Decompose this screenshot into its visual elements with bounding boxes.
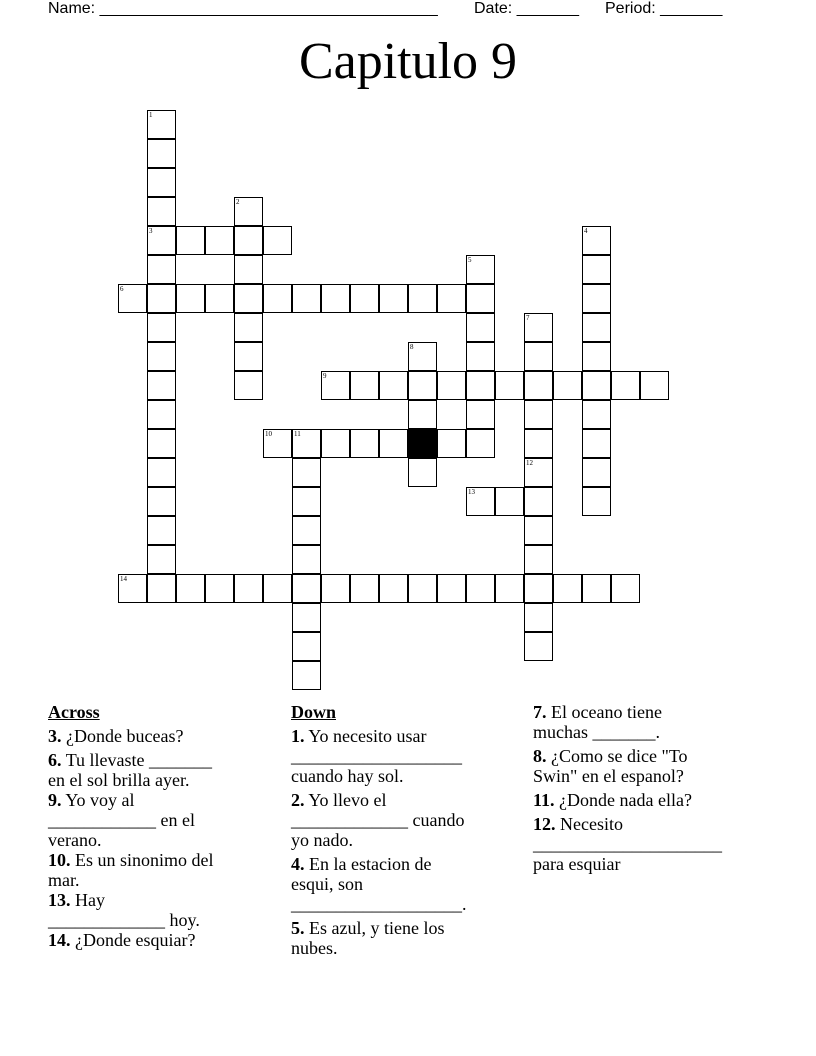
- clue-line: [48, 910, 278, 930]
- clue-item: [291, 790, 521, 850]
- crossword-cell[interactable]: [437, 429, 466, 458]
- crossword-cell[interactable]: [292, 603, 321, 632]
- crossword-cell[interactable]: [379, 574, 408, 603]
- clue-number: 12: [526, 459, 533, 467]
- down-clue-list: [291, 726, 521, 958]
- crossword-cell[interactable]: [147, 400, 176, 429]
- clue-line: [533, 790, 783, 810]
- clue-number-label: 10.: [48, 850, 71, 870]
- clue-item: [291, 726, 521, 786]
- clue-text: En la estacion de: [309, 854, 432, 874]
- crossword-cell[interactable]: [437, 574, 466, 603]
- clue-text: ¿Como se dice "To: [551, 746, 688, 766]
- clue-text: _____________ cuando: [291, 810, 465, 830]
- crossword-cell[interactable]: [524, 371, 553, 400]
- clue-text: Tu llevaste _______: [65, 750, 213, 770]
- crossword-cell[interactable]: [147, 255, 176, 284]
- clue-number-label: 7.: [533, 702, 547, 722]
- clue-text: mar.: [48, 870, 80, 890]
- crossword-cell[interactable]: [350, 284, 379, 313]
- crossword-cell[interactable]: [147, 574, 176, 603]
- crossword-cell[interactable]: [321, 574, 350, 603]
- clue-line: [48, 930, 278, 950]
- clue-line: [291, 766, 521, 786]
- clue-number-label: 13.: [48, 890, 71, 910]
- crossword-cell[interactable]: [147, 516, 176, 545]
- crossword-cell[interactable]: [437, 371, 466, 400]
- clue-number: 14: [120, 575, 127, 583]
- crossword-cell[interactable]: [524, 429, 553, 458]
- crossword-cell[interactable]: [379, 429, 408, 458]
- clue-number-label: 9.: [48, 790, 62, 810]
- clue-line: [48, 750, 278, 770]
- crossword-cell[interactable]: [147, 110, 176, 139]
- clue-line: [291, 854, 521, 874]
- clue-item: [533, 790, 783, 810]
- crossword-cell[interactable]: [466, 284, 495, 313]
- clue-line: [48, 870, 278, 890]
- crossword-cell[interactable]: [147, 168, 176, 197]
- clue-line: [291, 810, 521, 830]
- clue-number: 13: [468, 488, 475, 496]
- crossword-cell[interactable]: [205, 284, 234, 313]
- crossword-cell[interactable]: [408, 284, 437, 313]
- crossword-cell[interactable]: [147, 458, 176, 487]
- crossword-cell[interactable]: [234, 313, 263, 342]
- crossword-cell[interactable]: [147, 139, 176, 168]
- clue-text: nubes.: [291, 938, 338, 958]
- clue-line: [48, 726, 278, 746]
- clues-column-down: [291, 702, 521, 962]
- clue-number: 5: [468, 256, 472, 264]
- crossword-cell[interactable]: [524, 458, 553, 487]
- clue-line: [48, 790, 278, 810]
- clue-line: [291, 726, 521, 746]
- clue-line: [48, 810, 278, 830]
- crossword-cell[interactable]: [524, 574, 553, 603]
- crossword-cell[interactable]: [147, 487, 176, 516]
- crossword-cell[interactable]: [263, 574, 292, 603]
- crossword-cell[interactable]: [350, 429, 379, 458]
- crossword-cell[interactable]: [466, 255, 495, 284]
- clue-number-label: 12.: [533, 814, 556, 834]
- crossword-cell[interactable]: [379, 371, 408, 400]
- crossword-cell[interactable]: [292, 429, 321, 458]
- clues-column-across: [48, 702, 278, 954]
- clue-text: El oceano tiene: [551, 702, 662, 722]
- crossword-cell[interactable]: [292, 632, 321, 661]
- crossword-cell[interactable]: [292, 458, 321, 487]
- crossword-cell[interactable]: [292, 487, 321, 516]
- clue-number: 2: [236, 198, 240, 206]
- clue-item: [48, 750, 278, 790]
- crossword-cell[interactable]: [640, 371, 669, 400]
- clue-line: [291, 938, 521, 958]
- clue-text: Yo necesito usar: [308, 726, 427, 746]
- crossword-cell[interactable]: [408, 342, 437, 371]
- clue-text: Yo voy al: [65, 790, 135, 810]
- clues-column-down-continued: [533, 702, 783, 878]
- crossword-cell[interactable]: [408, 458, 437, 487]
- crossword-cell[interactable]: [524, 545, 553, 574]
- clue-text: muchas _______.: [533, 722, 660, 742]
- clue-text: ¿Donde buceas?: [66, 726, 184, 746]
- clue-line: [291, 790, 521, 810]
- clue-item: [48, 930, 278, 950]
- crossword-cell[interactable]: [582, 342, 611, 371]
- crossword-cell[interactable]: [234, 574, 263, 603]
- clue-text: _____________ hoy.: [48, 910, 200, 930]
- crossword-cell[interactable]: [582, 371, 611, 400]
- crossword-cell[interactable]: [495, 371, 524, 400]
- crossword-cell[interactable]: [466, 574, 495, 603]
- crossword-cell[interactable]: [524, 342, 553, 371]
- crossword-cell[interactable]: [292, 574, 321, 603]
- crossword-cell[interactable]: [234, 371, 263, 400]
- crossword-cell[interactable]: [466, 487, 495, 516]
- crossword-cell[interactable]: [234, 255, 263, 284]
- crossword-cell[interactable]: [350, 371, 379, 400]
- crossword-cell[interactable]: [205, 226, 234, 255]
- crossword-cell[interactable]: [176, 284, 205, 313]
- crossword-cell[interactable]: [524, 487, 553, 516]
- clue-text: Yo llevo el: [308, 790, 387, 810]
- crossword-cell[interactable]: [292, 284, 321, 313]
- clue-text: ___________________: [291, 746, 462, 766]
- clue-number-label: 3.: [48, 726, 62, 746]
- clue-text: Es azul, y tiene los: [309, 918, 445, 938]
- crossword-cell[interactable]: [408, 574, 437, 603]
- clue-line: [291, 894, 521, 914]
- clue-number-label: 5.: [291, 918, 305, 938]
- crossword-cell[interactable]: [582, 574, 611, 603]
- clue-number: 7: [526, 314, 530, 322]
- crossword-cell[interactable]: [321, 371, 350, 400]
- crossword-cell[interactable]: [524, 603, 553, 632]
- crossword-cell[interactable]: [147, 371, 176, 400]
- clue-text: para esquiar: [533, 854, 621, 874]
- clue-item: [48, 890, 278, 930]
- crossword-cell[interactable]: [263, 284, 292, 313]
- across-clue-list: [48, 726, 278, 950]
- clue-line: [48, 830, 278, 850]
- clue-number: 3: [149, 227, 153, 235]
- crossword-cell[interactable]: [466, 429, 495, 458]
- clue-text: ¿Donde esquiar?: [75, 930, 196, 950]
- crossword-cell[interactable]: [524, 516, 553, 545]
- across-heading: Across: [48, 702, 100, 722]
- clue-number: 1: [149, 111, 153, 119]
- clue-line: [533, 766, 783, 786]
- crossword-cell[interactable]: [582, 284, 611, 313]
- crossword-cell[interactable]: [205, 574, 234, 603]
- crossword-cell[interactable]: [147, 342, 176, 371]
- crossword-cell[interactable]: [611, 574, 640, 603]
- crossword-cell[interactable]: [437, 284, 466, 313]
- clue-item: [533, 746, 783, 786]
- clue-number: 10: [265, 430, 272, 438]
- clue-text: yo nado.: [291, 830, 353, 850]
- clue-number-label: 2.: [291, 790, 305, 810]
- crossword-cell[interactable]: [524, 632, 553, 661]
- clue-line: [291, 918, 521, 938]
- crossword-cell[interactable]: [611, 371, 640, 400]
- date-field-label: Date: _______: [474, 0, 579, 17]
- clue-number-label: 8.: [533, 746, 547, 766]
- clue-line: [533, 814, 783, 834]
- clue-text: Es un sinonimo del: [75, 850, 214, 870]
- period-field-label: Period: _______: [605, 0, 723, 17]
- clue-text: cuando hay sol.: [291, 766, 404, 786]
- name-field-label: Name: ______________________________________: [48, 0, 438, 17]
- crossword-cell[interactable]: [582, 400, 611, 429]
- clue-number: 11: [294, 430, 301, 438]
- crossword-cell[interactable]: [582, 226, 611, 255]
- crossword-cell[interactable]: [147, 197, 176, 226]
- crossword-cell[interactable]: [263, 226, 292, 255]
- crossword-cell[interactable]: [176, 574, 205, 603]
- page-title: Capitulo 9: [298, 33, 518, 90]
- clue-line: [533, 702, 783, 722]
- crossword-cell[interactable]: [234, 342, 263, 371]
- clue-item: [533, 702, 783, 742]
- crossword-cell[interactable]: [524, 400, 553, 429]
- crossword-black-cell: [408, 429, 437, 458]
- clue-item: [533, 814, 783, 874]
- crossword-cell[interactable]: [292, 545, 321, 574]
- crossword-cell[interactable]: [147, 284, 176, 313]
- crossword-cell[interactable]: [147, 226, 176, 255]
- clue-number-label: 11.: [533, 790, 555, 810]
- crossword-cell[interactable]: [582, 458, 611, 487]
- crossword-cell[interactable]: [292, 516, 321, 545]
- crossword-cell[interactable]: [234, 284, 263, 313]
- clue-line: [291, 830, 521, 850]
- clue-line: [48, 890, 278, 910]
- clue-number: 6: [120, 285, 124, 293]
- crossword-cell[interactable]: [582, 255, 611, 284]
- crossword-cell[interactable]: [582, 313, 611, 342]
- clue-item: [291, 918, 521, 958]
- clue-line: [291, 746, 521, 766]
- crossword-cell[interactable]: [466, 342, 495, 371]
- crossword-cell[interactable]: [379, 284, 408, 313]
- crossword-cell[interactable]: [147, 545, 176, 574]
- clue-text: _____________________: [533, 834, 722, 854]
- crossword-cell[interactable]: [176, 226, 205, 255]
- crossword-cell[interactable]: [553, 371, 582, 400]
- clue-number: 8: [410, 343, 414, 351]
- clue-number-label: 6.: [48, 750, 62, 770]
- crossword-cell[interactable]: [466, 371, 495, 400]
- crossword-cell[interactable]: [495, 487, 524, 516]
- crossword-cell[interactable]: [524, 313, 553, 342]
- crossword-cell[interactable]: [466, 400, 495, 429]
- clue-item: [291, 854, 521, 914]
- clue-number: 9: [323, 372, 327, 380]
- crossword-cell[interactable]: [321, 284, 350, 313]
- clue-item: [48, 850, 278, 890]
- clue-item: [48, 726, 278, 746]
- crossword-cell[interactable]: [263, 429, 292, 458]
- crossword-cell[interactable]: [408, 371, 437, 400]
- down-heading: Down: [291, 702, 337, 722]
- crossword-cell[interactable]: [553, 574, 582, 603]
- crossword-cell[interactable]: [234, 226, 263, 255]
- clue-line: [291, 874, 521, 894]
- clue-line: [48, 770, 278, 790]
- crossword-cell[interactable]: [466, 313, 495, 342]
- clue-text: en el sol brilla ayer.: [48, 770, 190, 790]
- crossword-cell[interactable]: [408, 400, 437, 429]
- clue-text: ____________ en el: [48, 810, 195, 830]
- clue-line: [533, 746, 783, 766]
- crossword-cell[interactable]: [292, 661, 321, 690]
- down-clue-list-continued: [533, 702, 783, 874]
- crossword-cell[interactable]: [234, 197, 263, 226]
- crossword-cell[interactable]: [118, 284, 147, 313]
- clue-text: verano.: [48, 830, 102, 850]
- clue-number-label: 14.: [48, 930, 71, 950]
- crossword-cell[interactable]: [350, 574, 379, 603]
- clue-number: 4: [584, 227, 588, 235]
- clue-line: [533, 834, 783, 854]
- crossword-cell[interactable]: [147, 429, 176, 458]
- clue-text: Necesito: [560, 814, 623, 834]
- clue-number-label: 4.: [291, 854, 305, 874]
- clue-text: ___________________.: [291, 894, 467, 914]
- clue-text: ¿Donde nada ella?: [559, 790, 692, 810]
- crossword-cell[interactable]: [495, 574, 524, 603]
- clue-number-label: 1.: [291, 726, 305, 746]
- crossword-cell[interactable]: [118, 574, 147, 603]
- clue-line: [533, 854, 783, 874]
- clue-text: Hay: [75, 890, 105, 910]
- crossword-cell[interactable]: [582, 487, 611, 516]
- clue-line: [48, 850, 278, 870]
- clue-line: [533, 722, 783, 742]
- clue-text: esqui, son: [291, 874, 363, 894]
- clue-text: Swin" en el espanol?: [533, 766, 684, 786]
- crossword-cell[interactable]: [582, 429, 611, 458]
- crossword-cell[interactable]: [147, 313, 176, 342]
- crossword-cell[interactable]: [321, 429, 350, 458]
- clue-item: [48, 790, 278, 850]
